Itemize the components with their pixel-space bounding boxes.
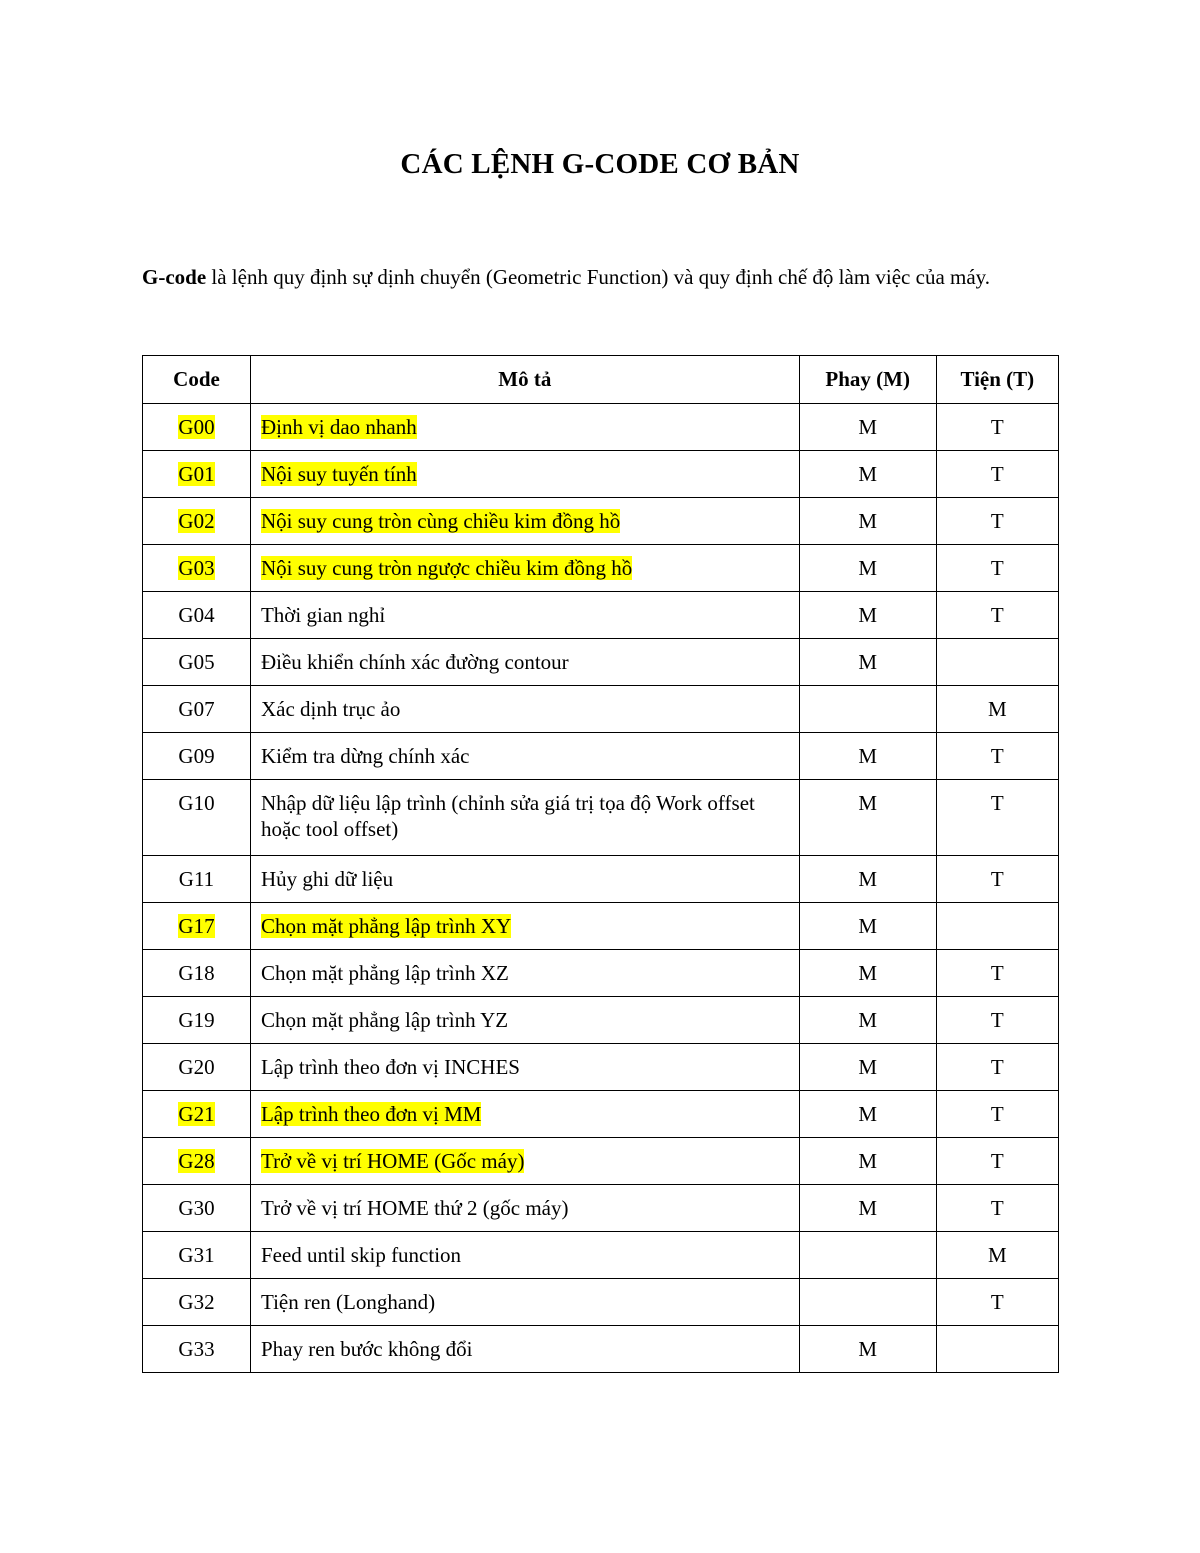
table-row [143, 1138, 1059, 1185]
cell-code-text: G21 [178, 1102, 215, 1126]
cell-turning-text: T [990, 1196, 1004, 1220]
cell-milling-text: M [858, 867, 878, 891]
table-row [143, 639, 1059, 686]
cell-description-text: Xác dịnh trục ảo [260, 697, 401, 721]
cell-milling [799, 903, 936, 950]
cell-code-text: G20 [178, 1055, 215, 1079]
cell-code-text: G18 [178, 961, 215, 985]
cell-turning [936, 856, 1058, 903]
table-row [143, 451, 1059, 498]
cell-turning [936, 903, 1058, 950]
cell-turning [936, 1044, 1058, 1091]
cell-code-text: G33 [178, 1337, 215, 1361]
cell-milling [799, 1232, 936, 1279]
cell-code [143, 592, 251, 639]
cell-description-text: Nhập dữ liệu lập trình (chỉnh sửa giá trị tọa độ Work offset hoặc tool offset) [260, 791, 755, 841]
cell-description [250, 592, 799, 639]
cell-turning [936, 686, 1058, 733]
table-row [143, 498, 1059, 545]
cell-milling-text: M [858, 744, 878, 768]
cell-code [143, 498, 251, 545]
cell-turning [936, 639, 1058, 686]
table-row [143, 404, 1059, 451]
cell-description-text: Thời gian nghỉ [260, 603, 386, 627]
cell-description [250, 1185, 799, 1232]
cell-turning-text: T [990, 1149, 1004, 1173]
cell-code [143, 1138, 251, 1185]
gcode-table [142, 355, 1059, 1373]
cell-description [250, 639, 799, 686]
table-row [143, 780, 1059, 856]
cell-code-text: G11 [178, 867, 215, 891]
cell-milling [799, 1279, 936, 1326]
cell-turning [936, 451, 1058, 498]
table-row [143, 1044, 1059, 1091]
cell-turning-text: T [990, 603, 1004, 627]
cell-code [143, 856, 251, 903]
cell-milling [799, 545, 936, 592]
cell-description-text: Kiểm tra dừng chính xác [260, 744, 470, 768]
cell-code [143, 780, 251, 856]
cell-code [143, 404, 251, 451]
cell-turning-text: T [990, 556, 1004, 580]
cell-milling-text: M [858, 462, 878, 486]
cell-turning [936, 1279, 1058, 1326]
cell-turning [936, 404, 1058, 451]
cell-description [250, 733, 799, 780]
cell-description-text: Chọn mặt phẳng lập trình XZ [260, 961, 509, 985]
cell-turning [936, 545, 1058, 592]
cell-turning-text: M [987, 697, 1007, 721]
cell-milling-text: M [858, 1337, 878, 1361]
cell-code [143, 545, 251, 592]
cell-turning [936, 950, 1058, 997]
cell-description [250, 856, 799, 903]
cell-description [250, 545, 799, 592]
cell-code-text: G07 [178, 697, 215, 721]
cell-milling [799, 997, 936, 1044]
cell-code [143, 1044, 251, 1091]
cell-description [250, 404, 799, 451]
cell-code [143, 733, 251, 780]
cell-code [143, 1091, 251, 1138]
cell-milling [799, 950, 936, 997]
cell-description [250, 997, 799, 1044]
cell-milling-text: M [858, 509, 878, 533]
cell-milling [799, 592, 936, 639]
cell-turning-text: T [990, 961, 1004, 985]
cell-description [250, 1279, 799, 1326]
cell-code-text: G02 [178, 509, 215, 533]
cell-turning [936, 780, 1058, 856]
cell-turning [936, 498, 1058, 545]
cell-turning-text: T [990, 1102, 1004, 1126]
table-header-row [143, 356, 1059, 404]
cell-milling-text: M [858, 1102, 878, 1126]
header-code: Code [143, 356, 251, 404]
cell-description-text: Nội suy cung tròn ngược chiều kim đồng hồ [260, 556, 633, 580]
cell-code-text: G04 [178, 603, 215, 627]
cell-turning-text: T [990, 415, 1004, 439]
cell-turning [936, 592, 1058, 639]
cell-milling [799, 1044, 936, 1091]
cell-turning-text: M [987, 1243, 1007, 1267]
cell-code-text: G05 [178, 650, 215, 674]
cell-turning-text: T [990, 744, 1004, 768]
table-row [143, 686, 1059, 733]
header-turning: Tiện (T) [936, 356, 1058, 404]
cell-milling [799, 1091, 936, 1138]
cell-code-text: G01 [178, 462, 215, 486]
cell-code-text: G28 [178, 1149, 215, 1173]
cell-code-text: G32 [178, 1290, 215, 1314]
table-row [143, 1091, 1059, 1138]
table-body [143, 404, 1059, 1373]
table-row [143, 1326, 1059, 1373]
cell-milling [799, 639, 936, 686]
cell-turning-text: T [990, 1055, 1004, 1079]
cell-milling [799, 780, 936, 856]
cell-milling [799, 451, 936, 498]
cell-code-text: G19 [178, 1008, 215, 1032]
cell-milling [799, 733, 936, 780]
cell-milling-text: M [858, 961, 878, 985]
table-row [143, 545, 1059, 592]
cell-turning [936, 733, 1058, 780]
table-row [143, 950, 1059, 997]
page-title: CÁC LỆNH G-CODE CƠ BẢN [400, 148, 800, 180]
cell-milling-text: M [858, 914, 878, 938]
table-row [143, 592, 1059, 639]
cell-code-text: G31 [178, 1243, 215, 1267]
cell-code [143, 1185, 251, 1232]
cell-milling-text: M [858, 556, 878, 580]
table-row [143, 856, 1059, 903]
cell-turning-text: T [990, 791, 1004, 815]
cell-code-text: G03 [178, 556, 215, 580]
cell-description [250, 1232, 799, 1279]
cell-milling [799, 498, 936, 545]
cell-description [250, 686, 799, 733]
cell-turning [936, 1185, 1058, 1232]
cell-code-text: G17 [178, 914, 215, 938]
cell-description-text: Lập trình theo đơn vị MM [260, 1102, 482, 1126]
cell-milling [799, 686, 936, 733]
cell-milling-text: M [858, 603, 878, 627]
cell-milling [799, 1185, 936, 1232]
cell-milling-text: M [858, 1196, 878, 1220]
intro-term: G-code [142, 265, 207, 289]
table-row [143, 733, 1059, 780]
cell-turning-text: T [990, 1008, 1004, 1032]
cell-description-text: Lập trình theo đơn vị INCHES [260, 1055, 520, 1079]
cell-description-text: Feed until skip function [260, 1243, 462, 1267]
cell-description [250, 1138, 799, 1185]
cell-code-text: G30 [178, 1196, 215, 1220]
cell-milling-text: M [858, 415, 878, 439]
cell-description-text: Phay ren bước không đổi [260, 1337, 473, 1361]
table-row [143, 903, 1059, 950]
cell-milling [799, 404, 936, 451]
cell-code-text: G10 [178, 791, 215, 815]
cell-turning [936, 1138, 1058, 1185]
cell-milling-text: M [858, 1008, 878, 1032]
intro-text: là lệnh quy định sự dịnh chuyển (Geometric Function) và quy định chế độ làm việc của máy. [206, 265, 991, 289]
table-row [143, 1279, 1059, 1326]
cell-description-text: Trở về vị trí HOME thứ 2 (gốc máy) [260, 1196, 569, 1220]
cell-description-text: Điều khiển chính xác đường contour [260, 650, 569, 674]
cell-turning [936, 1091, 1058, 1138]
intro-paragraph [142, 256, 1072, 298]
cell-code [143, 1326, 251, 1373]
cell-code [143, 997, 251, 1044]
cell-description [250, 1091, 799, 1138]
cell-turning-text: T [990, 867, 1004, 891]
table-row [143, 1232, 1059, 1279]
cell-code [143, 451, 251, 498]
cell-code [143, 1232, 251, 1279]
cell-turning [936, 1326, 1058, 1373]
cell-code-text: G00 [178, 415, 215, 439]
cell-turning-text: T [990, 462, 1004, 486]
cell-description-text: Nội suy tuyến tính [260, 462, 417, 486]
cell-description [250, 903, 799, 950]
cell-code [143, 639, 251, 686]
cell-description [250, 780, 799, 856]
table-row [143, 1185, 1059, 1232]
cell-description-text: Định vị dao nhanh [260, 415, 417, 439]
cell-code [143, 1279, 251, 1326]
cell-milling-text: M [858, 650, 878, 674]
cell-description [250, 498, 799, 545]
cell-milling-text: M [858, 1149, 878, 1173]
header-description: Mô tả [250, 356, 799, 404]
cell-turning [936, 1232, 1058, 1279]
cell-turning-text: T [990, 509, 1004, 533]
cell-description [250, 451, 799, 498]
cell-code-text: G09 [178, 744, 215, 768]
cell-description-text: Chọn mặt phẳng lập trình XY [260, 914, 512, 938]
cell-milling-text: M [858, 1055, 878, 1079]
cell-milling-text: M [858, 791, 878, 815]
cell-code [143, 686, 251, 733]
cell-description-text: Hủy ghi dữ liệu [260, 867, 394, 891]
cell-description-text: Chọn mặt phẳng lập trình YZ [260, 1008, 509, 1032]
cell-turning [936, 997, 1058, 1044]
cell-description-text: Nội suy cung tròn cùng chiều kim đồng hồ [260, 509, 621, 533]
cell-milling [799, 856, 936, 903]
cell-code [143, 950, 251, 997]
cell-milling [799, 1138, 936, 1185]
table-row [143, 997, 1059, 1044]
cell-milling [799, 1326, 936, 1373]
cell-description [250, 1044, 799, 1091]
cell-turning-text: T [990, 1290, 1004, 1314]
cell-code [143, 903, 251, 950]
cell-description-text: Trở về vị trí HOME (Gốc máy) [260, 1149, 525, 1173]
cell-description-text: Tiện ren (Longhand) [260, 1290, 436, 1314]
cell-description [250, 1326, 799, 1373]
header-milling: Phay (M) [799, 356, 936, 404]
cell-description [250, 950, 799, 997]
